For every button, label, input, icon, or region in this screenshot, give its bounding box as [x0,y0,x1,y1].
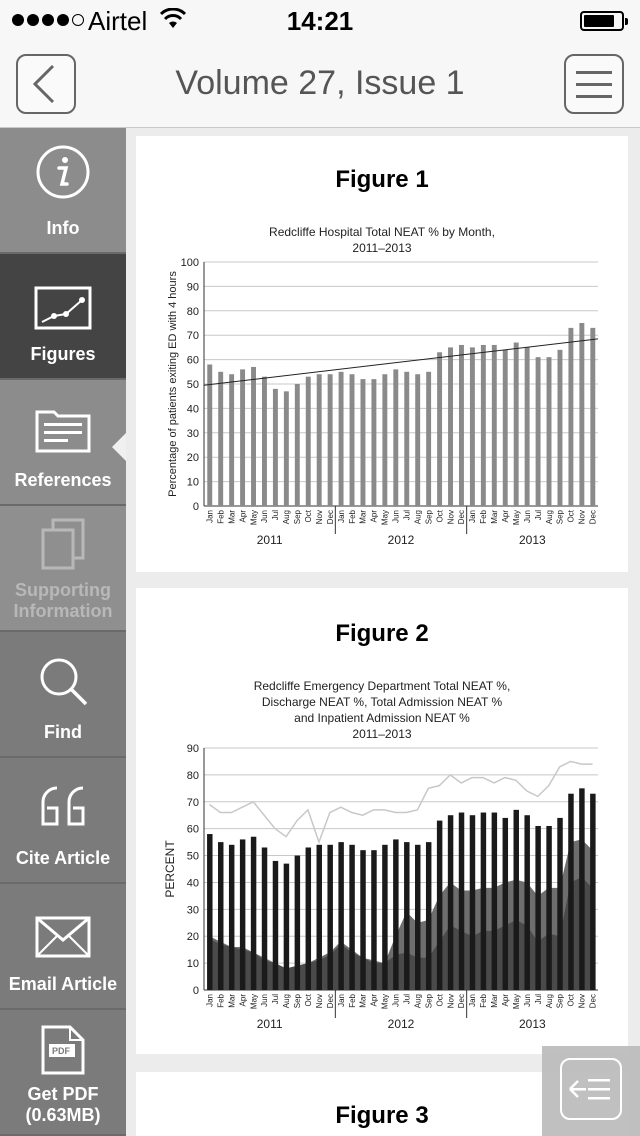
bar [514,810,519,990]
envelope-icon [35,916,91,958]
x-tick-label: Jun [260,994,270,1007]
x-tick-label: Sep [424,994,434,1009]
x-tick-label: Feb [479,994,489,1008]
y-tick-label: 50 [186,379,199,391]
sidebar [0,128,126,1136]
x-tick-label: Mar [358,994,368,1008]
chart-title-line4: 2011–2013 [352,727,412,741]
chart-title-line3: and Inpatient Admission NEAT % [294,711,470,725]
x-tick-label: Dec [325,510,335,525]
x-tick-label: Apr [238,994,248,1007]
hamburger-menu-icon [566,56,622,112]
bar [338,842,343,990]
x-tick-label: May [249,994,259,1010]
x-tick-label: Aug [413,510,423,525]
x-tick-label: Feb [347,510,357,524]
x-tick-label: Jul [402,994,412,1005]
bar [524,815,529,990]
x-tick-label: Sep [293,994,303,1009]
sidebar-item-label: Find [44,722,82,742]
y-tick-label: 60 [186,823,199,836]
status-bar [0,0,640,40]
y-tick-label: 20 [186,452,199,465]
bar [218,372,223,506]
year-label: 2013 [518,1017,546,1028]
bar [514,343,519,506]
sidebar-item-label: Info [46,218,80,238]
x-tick-label: Apr [500,994,510,1007]
y-tick-label: 0 [192,985,199,997]
x-tick-label: May [511,510,521,526]
bar [459,813,464,990]
bar [229,845,234,990]
bar [470,815,475,990]
bar [328,374,333,506]
y-tick-label: 0 [192,501,199,513]
figure-card-2[interactable] [136,588,628,1054]
bar [207,364,212,506]
x-tick-label: Jan [468,510,478,523]
x-tick-label: Apr [369,994,379,1007]
sidebar-item-label: Figures [30,344,96,364]
bar [327,845,332,990]
x-tick-label: Jul [271,510,281,521]
x-tick-label: Feb [216,510,226,524]
bar [306,377,311,506]
year-label: 2011 [256,1017,283,1028]
sidebar-item-cite-article[interactable] [0,758,126,884]
bar [371,850,376,990]
bar [448,815,453,990]
bar [579,788,584,990]
x-tick-label: Jun [391,510,401,523]
bar [207,834,212,990]
y-tick-label: 100 [180,257,199,269]
x-tick-label: Nov [577,994,587,1009]
x-tick-label: Mar [227,994,237,1008]
bar [568,328,573,506]
x-tick-label: Aug [413,994,423,1009]
bar [360,850,365,990]
y-tick-label: 90 [186,743,199,755]
x-tick-label: Jan [205,994,215,1007]
x-tick-label: Nov [577,510,587,525]
x-tick-label: May [511,994,521,1010]
bar [350,374,355,506]
bar [295,384,300,506]
x-tick-label: Oct [566,510,576,523]
x-tick-label: Nov [314,510,324,525]
x-tick-label: Nov [314,994,324,1009]
x-tick-label: Mar [358,510,368,524]
sidebar-item-info[interactable] [0,128,126,254]
y-axis-label: PERCENT [163,840,177,898]
bar [284,391,289,506]
x-tick-label: Apr [369,510,379,523]
chart-title-line1: Redcliffe Emergency Department Total NEAT %, [253,679,511,693]
x-tick-label: Dec [457,994,467,1009]
x-tick-label: Jan [468,994,478,1007]
year-label: 2011 [256,533,283,547]
bar [382,374,387,506]
bar [557,818,562,990]
bar [240,369,245,506]
sidebar-item-label: Cite Article [15,848,111,868]
x-tick-label: Dec [325,994,335,1009]
battery-icon [580,11,624,31]
y-tick-label: 60 [186,354,199,367]
figure-1-chart [136,252,628,552]
bar [240,839,245,990]
bar [404,842,409,990]
figure-title: Figure 1 [335,166,429,193]
sidebar-item-supporting-information [0,506,126,632]
pdf-icon-text: PDF [52,1046,70,1056]
carrier-name: Airtel [88,6,148,36]
bar [393,369,398,506]
bar [503,818,508,990]
chart-title-line1: Redcliffe Hospital Total NEAT % by Month, [269,225,495,239]
bar [371,379,376,506]
x-tick-label: Aug [282,510,292,525]
y-tick-label: 70 [186,330,199,343]
year-label: 2012 [387,1017,415,1028]
x-tick-label: Oct [435,510,445,523]
bar [470,347,475,506]
sidebar-item-get-pdf[interactable] [0,1010,126,1136]
search-icon [38,656,90,708]
x-tick-label: Jan [205,510,215,523]
sidebar-item-label-line1: Get PDF [27,1084,99,1104]
x-tick-label: Jun [391,994,401,1007]
bar [437,352,442,506]
bar [590,328,595,506]
bar [536,357,541,506]
x-tick-label: Feb [479,510,489,524]
bar [503,350,508,506]
y-tick-label: 90 [186,281,199,294]
bar [448,347,453,506]
sidebar-item-label-line2: (0.63MB) [25,1105,101,1125]
figure-title: Figure 3 [335,1102,429,1129]
clock: 14:21 [286,6,354,36]
collapse-sidebar-button[interactable] [542,1046,640,1136]
x-tick-label: Sep [555,994,565,1009]
x-tick-label: Nov [446,510,456,525]
y-tick-label: 10 [186,958,199,971]
x-tick-label: Jan [336,510,346,523]
bar [481,813,486,990]
x-tick-label: Oct [566,994,576,1007]
bar [229,374,234,506]
bar [415,845,420,990]
x-tick-label: Feb [216,994,226,1008]
x-tick-label: May [380,510,390,526]
documents-icon [39,518,87,570]
x-tick-label: Aug [282,994,292,1009]
bar [437,821,442,990]
figure-2-chart [136,738,628,1028]
bar [382,845,387,990]
bar [525,347,530,506]
sidebar-item-label-line2: Information [13,601,113,621]
folder-icon [34,406,92,454]
bar [426,372,431,506]
bar [349,845,354,990]
menu-button[interactable] [564,54,624,114]
bar [262,377,267,506]
x-tick-label: Mar [227,510,237,524]
info-icon [35,144,91,200]
bar [579,323,584,506]
x-tick-label: Apr [238,510,248,523]
arrow-left-list-icon [562,1060,620,1118]
bar [218,842,223,990]
bar [546,826,551,990]
x-tick-label: Jan [336,994,346,1007]
x-tick-label: May [249,510,259,526]
bar [251,367,256,506]
figure-card-1[interactable] [136,136,628,572]
sidebar-item-label: References [14,470,112,490]
bar [558,350,563,506]
bar [459,345,464,506]
x-tick-label: Aug [544,994,554,1009]
x-tick-label: Jun [522,510,532,523]
bar [317,374,322,506]
x-tick-label: Aug [544,510,554,525]
bar [492,813,497,990]
year-label: 2013 [518,533,546,547]
bar [295,856,300,990]
x-tick-label: Jul [533,510,543,521]
y-tick-label: 50 [186,850,199,863]
bar [590,794,595,990]
x-tick-label: Jul [402,510,412,521]
x-tick-label: Jun [522,994,532,1007]
sidebar-item-figures[interactable] [0,254,126,380]
figures-list[interactable] [126,128,640,1136]
bar [284,864,289,990]
y-tick-label: 70 [186,796,199,809]
chart-title-line2: 2011–2013 [352,241,412,255]
x-tick-label: Sep [555,510,565,525]
navigation-bar [0,40,640,128]
y-tick-label: 40 [186,877,199,890]
bar [317,845,322,990]
chart-icon [34,286,92,330]
x-tick-label: Nov [446,994,456,1009]
bar [251,837,256,990]
y-tick-label: 30 [186,904,199,917]
bar [547,357,552,506]
y-tick-label: 80 [186,769,199,782]
x-tick-label: Apr [500,510,510,523]
x-tick-label: Dec [457,510,467,525]
x-tick-label: Oct [303,994,313,1007]
sidebar-item-references[interactable] [0,380,126,506]
bar [492,345,497,506]
x-tick-label: Mar [490,510,500,524]
bar [339,372,344,506]
figure-title: Figure 2 [335,620,429,647]
bar [535,826,540,990]
x-tick-label: Oct [303,510,313,523]
bar [273,861,278,990]
bar [262,847,267,990]
x-tick-label: Sep [293,510,303,525]
x-tick-label: Jun [260,510,270,523]
x-tick-label: Dec [588,994,598,1009]
x-tick-label: Feb [347,994,357,1008]
y-tick-label: 80 [186,305,199,318]
sidebar-item-email-article[interactable] [0,884,126,1010]
bar [568,794,573,990]
x-tick-label: Mar [490,994,500,1008]
y-tick-label: 30 [186,427,199,440]
y-tick-label: 20 [186,931,199,944]
x-tick-label: May [380,994,390,1010]
year-label: 2012 [387,533,415,547]
page-title: Volume 27, Issue 1 [175,64,465,102]
sidebar-item-label: Email Article [8,974,118,994]
bar [393,839,398,990]
bar [306,847,311,990]
x-tick-label: Jul [533,994,543,1005]
bar [361,379,366,506]
bar [273,389,278,506]
sidebar-item-label-line1: Supporting [15,580,111,600]
y-tick-label: 10 [186,476,199,489]
y-tick-label: 40 [186,403,199,416]
bar [415,374,420,506]
bar [426,842,431,990]
x-tick-label: Sep [424,510,434,525]
bar [481,345,486,506]
quote-icon [37,782,89,832]
y-axis-label: Percentage of patients exiting ED with 4 hours [167,271,179,497]
bar [404,372,409,506]
x-tick-label: Oct [435,994,445,1007]
sidebar-item-find[interactable] [0,632,126,758]
x-tick-label: Jul [271,994,281,1005]
x-tick-label: Dec [588,510,598,525]
chart-title-line2: Discharge NEAT %, Total Admission NEAT % [261,695,503,709]
